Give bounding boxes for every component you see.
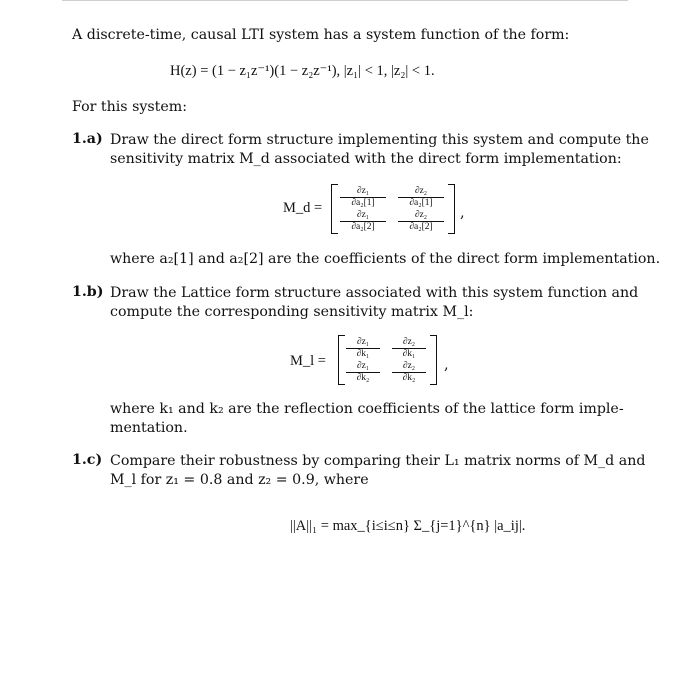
matrix-md-entry-22: ∂z₂ ∂a₂[2] [398,211,444,232]
matrix-ml-entry-12: ∂z₂ ∂k₁ [392,338,426,359]
top-rule [62,0,628,1]
part-a-line1: Draw the direct form structure implementing this system and compute the [110,132,649,148]
for-system-text: For this system: [72,99,187,115]
intro-text: A discrete-time, causal LTI system has a system function of the form: [72,27,570,43]
norm-formula [290,518,525,535]
part-b-note-line1: where k₁ and k₂ are the reflection coefficients of the lattice form imple- [110,401,624,417]
part-a-line2: sensitivity matrix M_d associated with the direct form implementation: [110,151,622,167]
matrix-md-entry-11: ∂z₁ ∂a₂[1] [340,187,386,208]
part-c-line2: M_l for z₁ = 0.8 and z₂ = 0.9, where [110,472,369,488]
matrix-ml-entry-22: ∂z₂ ∂k₂ [392,362,426,383]
part-c-line1: Compare their robustness by comparing their L₁ matrix norms of M_d and [110,453,646,469]
part-a-label: 1.a) [72,131,103,147]
matrix-md-label: M_d = [283,200,323,216]
part-b-line2: compute the corresponding sensitivity matrix M_l: [110,304,474,320]
part-b-note-line2: mentation. [110,420,188,436]
matrix-ml-right-bracket [430,335,437,385]
norm-formula-text: ||A||₁ = max_{i≤i≤n} Σ_{j=1}^{n} |a_ij|. [290,518,526,534]
matrix-ml-comma: , [444,357,449,373]
matrix-md-left-bracket [331,184,338,234]
matrix-ml-entry-21: ∂z₁ ∂k₂ [346,362,380,383]
matrix-md-entry-21: ∂z₁ ∂a₂[2] [340,211,386,232]
part-b-label: 1.b) [72,284,104,300]
part-b-line1: Draw the Lattice form structure associated with this system function and [110,285,639,301]
matrix-md-comma: , [460,205,465,221]
part-c-label: 1.c) [72,452,103,468]
matrix-ml-left-bracket [338,335,345,385]
matrix-md-entry-12: ∂z₂ ∂a₂[1] [398,187,444,208]
system-function-text: H(z) = (1 − z₁z⁻¹)(1 − z₂z⁻¹), |z₁| < 1, |z₂| < 1. [170,63,435,79]
matrix-ml-entry-11: ∂z₁ ∂k₁ [346,338,380,359]
matrix-md-right-bracket [448,184,455,234]
part-a-note: where a₂[1] and a₂[2] are the coefficients of the direct form implementation. [110,251,661,267]
system-function [170,63,435,80]
matrix-ml-label: M_l = [290,353,326,369]
